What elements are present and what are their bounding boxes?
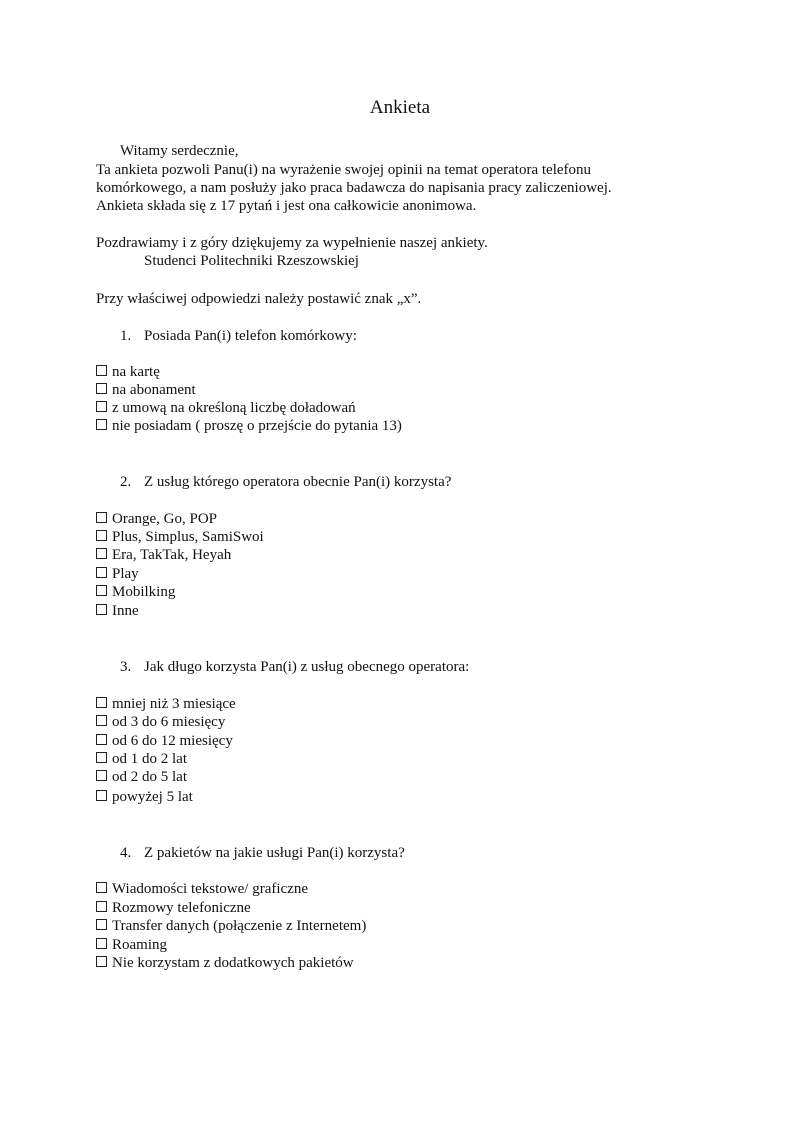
option-checkbox[interactable] bbox=[96, 695, 236, 713]
checkbox-icon[interactable] bbox=[96, 604, 107, 615]
question-text: Posiada Pan(i) telefon komórkowy: bbox=[144, 328, 357, 344]
question-4 bbox=[120, 844, 405, 862]
checkbox-icon[interactable] bbox=[96, 882, 107, 893]
checkbox-icon[interactable] bbox=[96, 956, 107, 967]
option-label: od 6 do 12 miesięcy bbox=[112, 733, 233, 749]
checkbox-icon[interactable] bbox=[96, 548, 107, 559]
option-checkbox[interactable] bbox=[96, 936, 167, 954]
checkbox-icon[interactable] bbox=[96, 752, 107, 763]
option-label: Plus, Simplus, SamiSwoi bbox=[112, 529, 264, 545]
checkbox-icon[interactable] bbox=[96, 512, 107, 523]
question-number: 2. bbox=[120, 474, 132, 490]
checkbox-icon[interactable] bbox=[96, 383, 107, 394]
option-label: na abonament bbox=[112, 382, 196, 398]
option-label: Wiadomości tekstowe/ graficzne bbox=[112, 881, 308, 897]
checkbox-icon[interactable] bbox=[96, 567, 107, 578]
option-checkbox[interactable] bbox=[96, 528, 264, 546]
option-label: nie posiadam ( proszę o przejście do pytania 13) bbox=[112, 418, 402, 434]
checkbox-icon[interactable] bbox=[96, 401, 107, 412]
question-1 bbox=[120, 327, 357, 345]
option-checkbox[interactable] bbox=[96, 788, 193, 806]
intro-line: Ta ankieta pozwoli Panu(i) na wyrażenie swojej opinii na temat operatora telefonu bbox=[96, 162, 592, 178]
option-label: Rozmowy telefoniczne bbox=[112, 900, 251, 916]
page-title: Ankieta bbox=[369, 97, 431, 118]
option-label: od 3 do 6 miesięcy bbox=[112, 714, 226, 730]
option-checkbox[interactable] bbox=[96, 417, 402, 435]
option-checkbox[interactable] bbox=[96, 546, 231, 564]
intro-line: komórkowego, a nam posłuży jako praca badawcza do napisania pracy zaliczeniowej. bbox=[96, 180, 612, 196]
signature: Studenci Politechniki Rzeszowskiej bbox=[144, 253, 359, 269]
option-checkbox[interactable] bbox=[96, 602, 139, 620]
option-label: Orange, Go, POP bbox=[112, 511, 217, 527]
instruction-text: Przy właściwej odpowiedzi należy postawić znak „x”. bbox=[96, 291, 422, 307]
option-label: Transfer danych (połączenie z Internetem) bbox=[112, 918, 367, 934]
option-checkbox[interactable] bbox=[96, 899, 251, 917]
option-checkbox[interactable] bbox=[96, 565, 139, 583]
option-label: Era, TakTak, Heyah bbox=[112, 547, 232, 563]
intro-line: Ankieta składa się z 17 pytań i jest ona całkowicie anonimowa. bbox=[96, 198, 477, 214]
regards-text: Pozdrawiamy i z góry dziękujemy za wypełnienie naszej ankiety. bbox=[96, 235, 488, 251]
checkbox-icon[interactable] bbox=[96, 790, 107, 801]
option-checkbox[interactable] bbox=[96, 750, 187, 768]
option-checkbox[interactable] bbox=[96, 917, 366, 935]
option-label: od 1 do 2 lat bbox=[112, 751, 187, 767]
checkbox-icon[interactable] bbox=[96, 365, 107, 376]
option-checkbox[interactable] bbox=[96, 954, 354, 972]
option-checkbox[interactable] bbox=[96, 583, 175, 601]
question-number: 1. bbox=[120, 328, 132, 344]
greeting: Witamy serdecznie, bbox=[120, 143, 239, 159]
checkbox-icon[interactable] bbox=[96, 419, 107, 430]
option-label: powyżej 5 lat bbox=[112, 789, 193, 805]
checkbox-icon[interactable] bbox=[96, 901, 107, 912]
option-label: mniej niż 3 miesiące bbox=[112, 696, 236, 712]
option-label: na kartę bbox=[112, 364, 160, 380]
checkbox-icon[interactable] bbox=[96, 734, 107, 745]
option-label: Play bbox=[112, 566, 139, 582]
option-checkbox[interactable] bbox=[96, 399, 356, 417]
option-label: z umową na określoną liczbę doładowań bbox=[112, 400, 356, 416]
question-2 bbox=[120, 473, 451, 491]
checkbox-icon[interactable] bbox=[96, 770, 107, 781]
checkbox-icon[interactable] bbox=[96, 938, 107, 949]
option-checkbox[interactable] bbox=[96, 732, 233, 750]
question-3 bbox=[120, 658, 469, 676]
option-checkbox[interactable] bbox=[96, 768, 187, 786]
question-number: 3. bbox=[120, 659, 132, 675]
option-checkbox[interactable] bbox=[96, 510, 217, 528]
option-label: Inne bbox=[112, 603, 139, 619]
question-text: Z pakietów na jakie usługi Pan(i) korzysta? bbox=[144, 845, 405, 861]
question-text: Jak długo korzysta Pan(i) z usług obecnego operatora: bbox=[144, 659, 470, 675]
checkbox-icon[interactable] bbox=[96, 585, 107, 596]
option-label: Roaming bbox=[112, 937, 167, 953]
checkbox-icon[interactable] bbox=[96, 530, 107, 541]
option-checkbox[interactable] bbox=[96, 381, 196, 399]
option-label: od 2 do 5 lat bbox=[112, 769, 187, 785]
checkbox-icon[interactable] bbox=[96, 697, 107, 708]
checkbox-icon[interactable] bbox=[96, 919, 107, 930]
question-text: Z usług którego operatora obecnie Pan(i) korzysta? bbox=[144, 474, 452, 490]
option-label: Mobilking bbox=[112, 584, 176, 600]
option-label: Nie korzystam z dodatkowych pakietów bbox=[112, 955, 354, 971]
option-checkbox[interactable] bbox=[96, 713, 225, 731]
option-checkbox[interactable] bbox=[96, 880, 308, 898]
question-number: 4. bbox=[120, 845, 132, 861]
checkbox-icon[interactable] bbox=[96, 715, 107, 726]
option-checkbox[interactable] bbox=[96, 363, 160, 381]
